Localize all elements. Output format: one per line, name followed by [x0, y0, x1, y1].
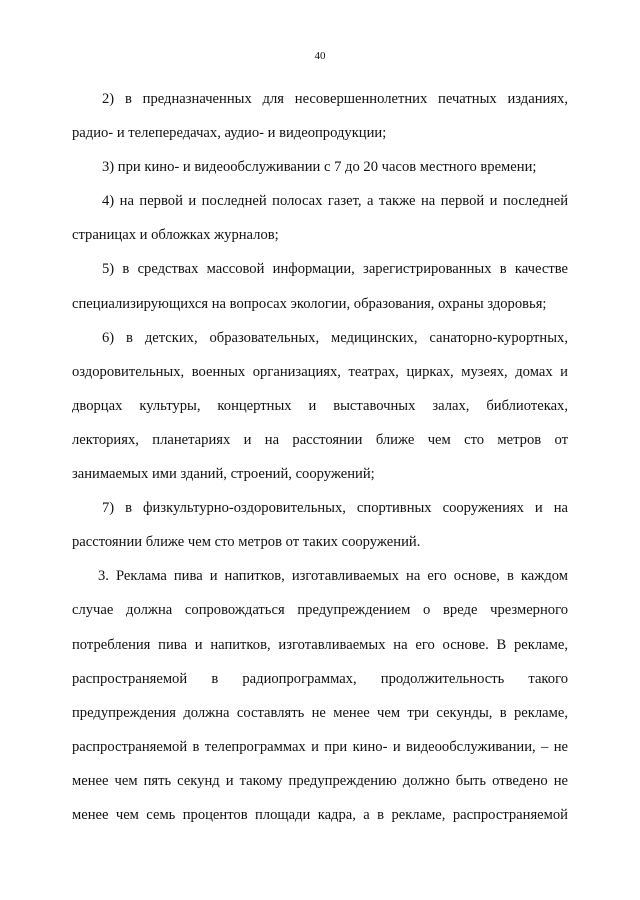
- text-line: 5) в средствах массовой информации, зарегистрированных в качестве: [102, 261, 568, 278]
- text-line: 7) в физкультурно-оздоровительных, спортивных сооружениях и на: [102, 500, 568, 517]
- text-line: распространяемой в телепрограммах и при кино- и видеообслуживании, – не: [72, 738, 568, 755]
- text-line: лекториях, планетариях и на расстоянии ближе чем сто метров от: [72, 431, 568, 448]
- page-number: 40: [314, 50, 326, 62]
- text-line: 6) в детских, образовательных, медицинских, санаторно-курортных,: [102, 329, 568, 346]
- text-line: дворцах культуры, концертных и выставочных залах, библиотеках,: [72, 397, 568, 414]
- text-line: предупреждения должна составлять не менее чем три секунды, в рекламе,: [72, 704, 568, 721]
- text-line: 3) при кино- и видеообслуживании с 7 до 20 часов местного времени;: [102, 159, 537, 176]
- text-line: радио- и телепередачах, аудио- и видеопродукции;: [72, 125, 387, 142]
- document-body: [72, 84, 568, 834]
- text-line: 2) в предназначенных для несовершеннолетних печатных изданиях,: [102, 91, 568, 107]
- text-line: менее чем семь процентов площади кадра, а в рекламе, распространяемой: [72, 806, 568, 823]
- text-line: случае должна сопровождаться предупреждением о вреде чрезмерного: [72, 602, 568, 619]
- text-line: 3. Реклама пива и напитков, изготавливаемых на его основе, в каждом: [98, 568, 568, 585]
- text-line: страницах и обложках журналов;: [72, 227, 279, 244]
- text-line: расстоянии ближе чем сто метров от таких сооружений.: [72, 534, 421, 551]
- text-line: специализирующихся на вопросах экологии, образования, охраны здоровья;: [72, 295, 547, 312]
- text-line: распространяемой в радиопрограммах, продолжительность такого: [72, 670, 568, 687]
- text-line: занимаемых ими зданий, строений, сооружений;: [72, 466, 375, 483]
- text-line: 4) на первой и последней полосах газет, а также на первой и последней: [102, 193, 568, 210]
- text-line: потребления пива и напитков, изготавливаемых на его основе. В рекламе,: [72, 636, 568, 653]
- text-line: оздоровительных, военных организациях, театрах, цирках, музеях, домах и: [72, 363, 568, 380]
- text-line: менее чем пять секунд и такому предупреждению должно быть отведено не: [72, 772, 568, 789]
